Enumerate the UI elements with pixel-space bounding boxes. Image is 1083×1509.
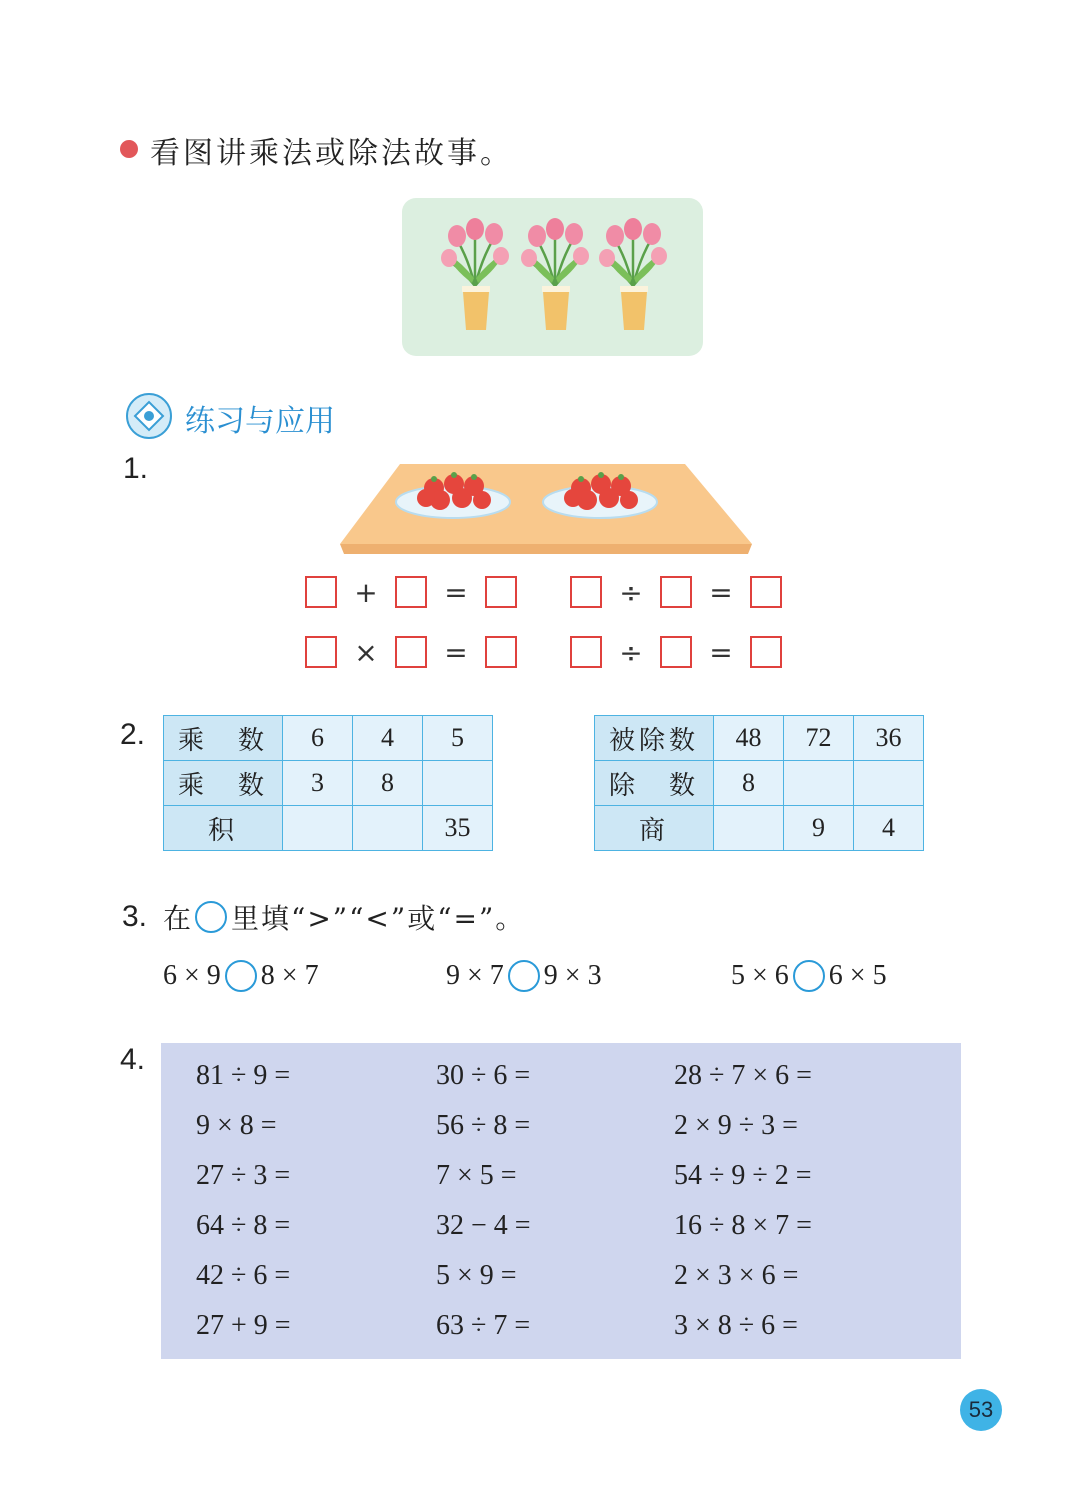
answer-box[interactable]	[570, 636, 602, 668]
comparison-right: 9 × 3	[543, 960, 602, 991]
table-row	[595, 806, 924, 851]
table-cell: 36	[854, 716, 924, 761]
drill-item: 2 × 3 × 6 =	[674, 1260, 799, 1291]
row-header: 乘 数	[164, 716, 283, 761]
comparison-item	[446, 960, 602, 992]
drill-item: 63 ÷ 7 =	[436, 1310, 531, 1341]
instruction-prefix: 在	[163, 902, 192, 935]
question-4-number: 4.	[120, 1043, 146, 1076]
drill-item: 54 ÷ 9 ÷ 2 =	[674, 1160, 812, 1191]
question-1-number: 1.	[123, 452, 149, 485]
table-cell: 8	[353, 761, 423, 806]
answer-box[interactable]	[485, 636, 517, 668]
row-header: 被除数	[595, 716, 714, 761]
answer-cell[interactable]	[714, 806, 784, 851]
answer-box[interactable]	[660, 636, 692, 668]
answer-box[interactable]	[305, 636, 337, 668]
table-cell: 72	[784, 716, 854, 761]
question-3-number: 3.	[122, 900, 148, 933]
row-header: 除 数	[595, 761, 714, 806]
comparison-item	[731, 960, 887, 992]
equals-sign: =	[709, 575, 733, 609]
puzzle-icon	[123, 390, 175, 442]
circle-symbol-icon	[195, 901, 227, 933]
answer-box[interactable]	[485, 576, 517, 608]
answer-box[interactable]	[570, 576, 602, 608]
table-row	[595, 761, 924, 806]
drill-item: 81 ÷ 9 =	[196, 1060, 291, 1091]
comparison-right: 6 × 5	[828, 960, 887, 991]
question-3-instruction	[163, 897, 525, 937]
drill-item: 16 ÷ 8 × 7 =	[674, 1210, 812, 1241]
division-table	[594, 715, 924, 851]
drill-item: 7 × 5 =	[436, 1160, 517, 1191]
answer-cell[interactable]	[283, 806, 353, 851]
table-cell: 48	[714, 716, 784, 761]
table-row	[164, 716, 493, 761]
comparison-answer-circle[interactable]	[508, 960, 540, 992]
table-row	[595, 716, 924, 761]
drill-item: 30 ÷ 6 =	[436, 1060, 531, 1091]
tulip-vases-image	[402, 198, 703, 356]
comparison-left: 6 × 9	[163, 960, 221, 991]
table-cell: 9	[784, 806, 854, 851]
page-number: 53	[960, 1389, 1002, 1431]
table-cell: 5	[423, 716, 493, 761]
drill-item: 64 ÷ 8 =	[196, 1210, 291, 1241]
table-cell: 6	[283, 716, 353, 761]
drill-item: 42 ÷ 6 =	[196, 1260, 291, 1291]
equation-set-addition-multiplication	[305, 574, 517, 670]
comparison-left: 5 × 6	[731, 960, 789, 991]
flower-illustration	[402, 198, 703, 356]
equals-sign: =	[444, 635, 468, 669]
comparison-item	[163, 960, 319, 992]
table-cell: 3	[283, 761, 353, 806]
plus-sign: +	[354, 575, 378, 609]
drill-item: 2 × 9 ÷ 3 =	[674, 1110, 798, 1141]
drill-item: 27 + 9 =	[196, 1310, 291, 1341]
section-title: 练习与应用	[185, 404, 335, 439]
table-row	[164, 761, 493, 806]
drill-item: 9 × 8 =	[196, 1110, 277, 1141]
table-cell: 4	[353, 716, 423, 761]
answer-cell[interactable]	[423, 761, 493, 806]
question-2-number: 2.	[120, 718, 146, 751]
bullet-dot	[120, 140, 138, 158]
multiplication-table	[163, 715, 493, 851]
equals-sign: =	[709, 635, 733, 669]
comparison-answer-circle[interactable]	[793, 960, 825, 992]
calculation-drill-panel	[161, 1043, 961, 1359]
row-header: 商	[595, 806, 714, 851]
comparison-right: 8 × 7	[260, 960, 319, 991]
drill-item: 32 − 4 =	[436, 1210, 531, 1241]
strawberry-tray-illustration	[330, 462, 755, 562]
answer-cell[interactable]	[353, 806, 423, 851]
drill-item: 56 ÷ 8 =	[436, 1110, 531, 1141]
equation-set-division	[570, 574, 782, 670]
intro-text: 看图讲乘法或除法故事。	[150, 136, 513, 171]
row-header: 积	[164, 806, 283, 851]
drill-item: 5 × 9 =	[436, 1260, 517, 1291]
times-sign: ×	[354, 635, 378, 669]
table-cell: 4	[854, 806, 924, 851]
table-cell: 8	[714, 761, 784, 806]
answer-box[interactable]	[395, 636, 427, 668]
instruction-suffix: 里填“>”“<”或“=”。	[231, 902, 526, 935]
table-row	[164, 806, 493, 851]
divide-sign: ÷	[619, 575, 643, 609]
row-header: 乘 数	[164, 761, 283, 806]
answer-cell[interactable]	[854, 761, 924, 806]
answer-box[interactable]	[660, 576, 692, 608]
divide-sign: ÷	[619, 635, 643, 669]
answer-box[interactable]	[395, 576, 427, 608]
comparison-answer-circle[interactable]	[225, 960, 257, 992]
drill-item: 27 ÷ 3 =	[196, 1160, 291, 1191]
answer-cell[interactable]	[784, 761, 854, 806]
equals-sign: =	[444, 575, 468, 609]
drill-item: 3 × 8 ÷ 6 =	[674, 1310, 798, 1341]
answer-box[interactable]	[750, 636, 782, 668]
drill-item: 28 ÷ 7 × 6 =	[674, 1060, 812, 1091]
comparison-left: 9 × 7	[446, 960, 504, 991]
table-cell: 35	[423, 806, 493, 851]
answer-box[interactable]	[305, 576, 337, 608]
answer-box[interactable]	[750, 576, 782, 608]
